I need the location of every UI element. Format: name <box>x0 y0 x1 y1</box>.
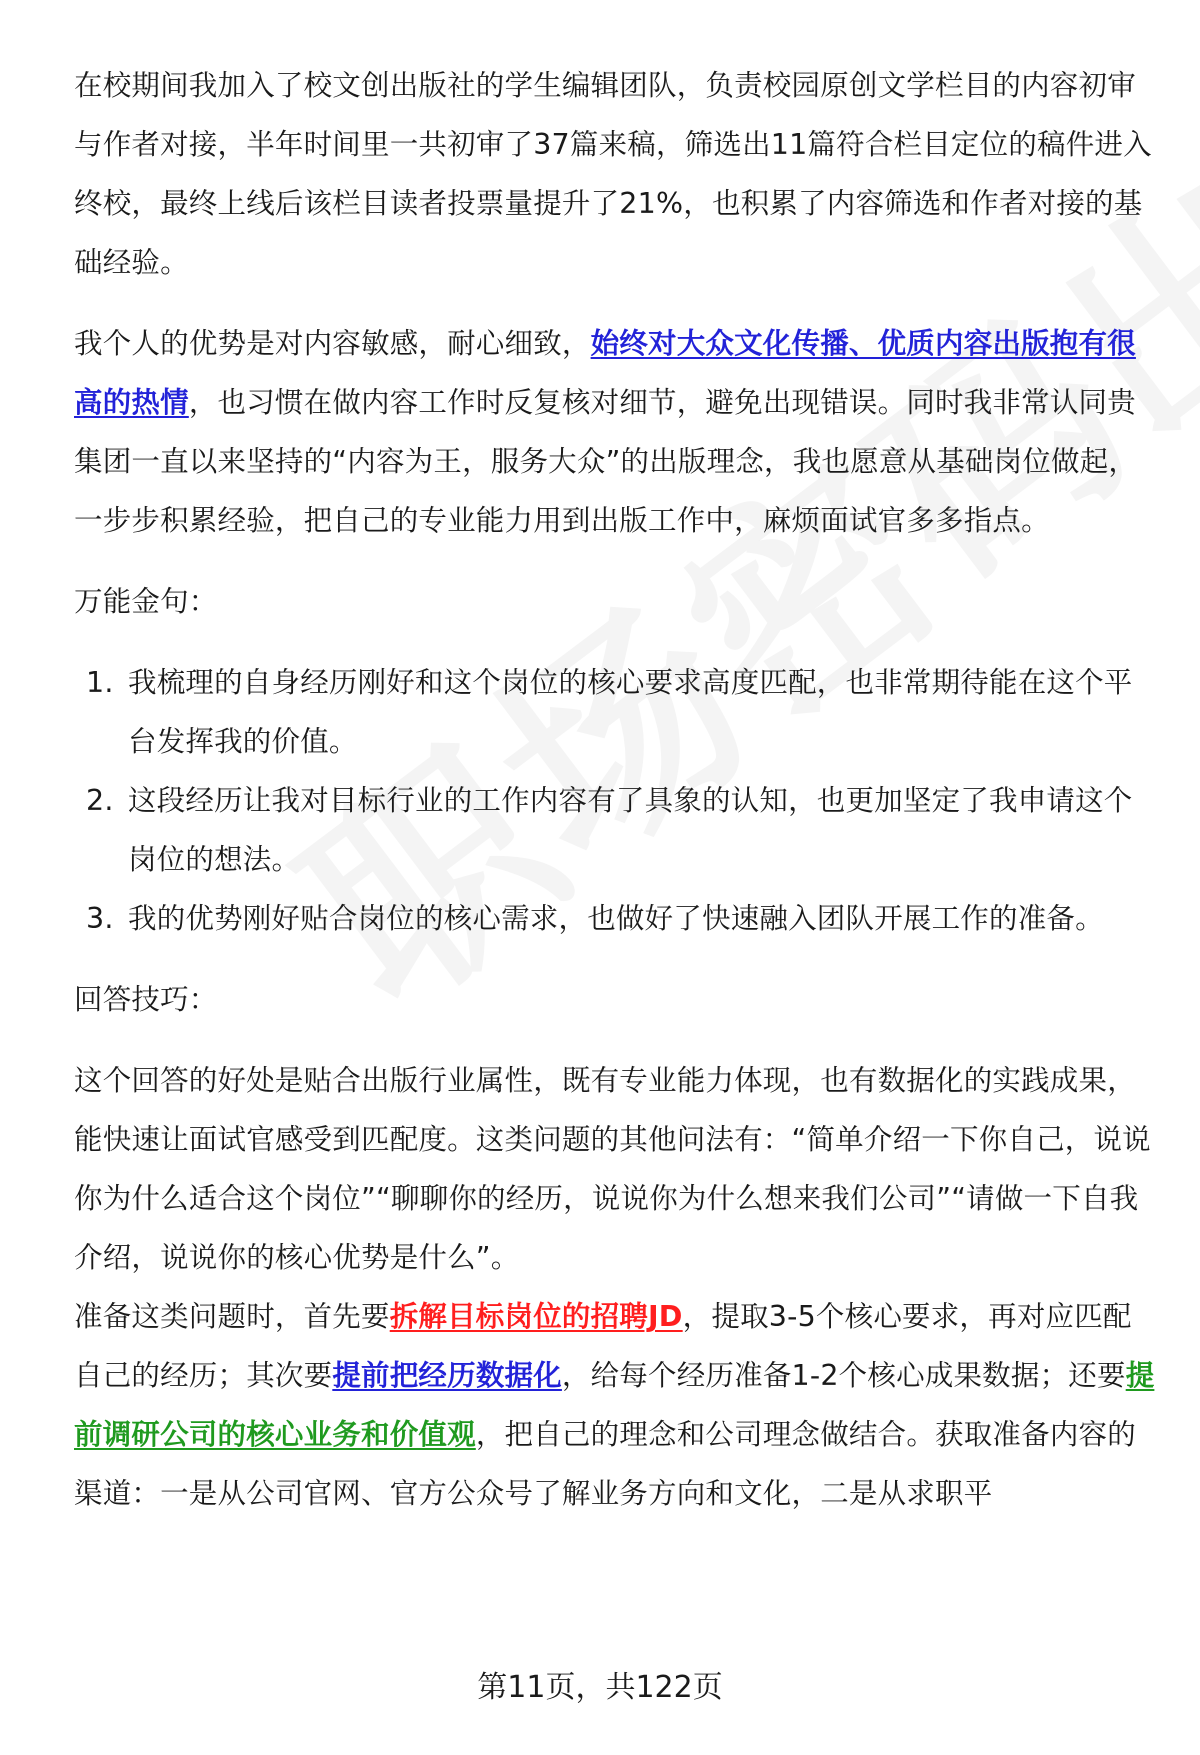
preparation-text-4: ，把自己的理念和公司理念做结合。获取准备内容的渠道：一是从公司官网、官方公众号了解业务方向和文化，二是从求职平 <box>74 1418 1136 1510</box>
list-item <box>74 653 1158 771</box>
golden-sentences-list <box>74 653 1158 948</box>
paragraph-experience: 在校期间我加入了校文创出版社的学生编辑团队，负责校园原创文学栏目的内容初审与作者对接，半年时间里一共初审了37篇来稿，筛选出11篇符合栏目定位的稿件进入终校，最终上线后该栏目读者投票量提升了21%，也积累了内容筛选和作者对接的基础经验。 <box>74 69 1152 279</box>
highlight-jd: 拆解目标岗位的招聘JD <box>389 1300 683 1333</box>
answer-tips-heading: 回答技巧： <box>74 983 218 1016</box>
list-item <box>74 771 1158 889</box>
list-item-text: 我的优势刚好贴合岗位的核心需求，也做好了快速融入团队开展工作的准备。 <box>128 902 1104 935</box>
paragraph-preparation <box>74 1287 1158 1523</box>
highlight-research: 提前调研公司的核心业务和价值观 <box>74 1359 1155 1451</box>
highlight-data: 提前把经历数据化 <box>332 1359 562 1392</box>
preparation-text-2: ，提取3-5个核心要求，再对应匹配自己的经历；其次要 <box>74 1300 1132 1392</box>
page-number-footer: 第11页，共122页 <box>477 1670 723 1705</box>
highlight-passion: 始终对大众文化传播、优质内容出版抱有很高的热情 <box>74 327 1136 419</box>
list-item-text: 这段经历让我对目标行业的工作内容有了具象的认知，也更加坚定了我申请这个岗位的想法。 <box>128 784 1133 876</box>
document-page <box>74 56 1158 1523</box>
list-number: 3. <box>86 902 114 935</box>
golden-sentences-heading: 万能金句： <box>74 585 218 618</box>
paragraph-strengths-text: 我个人的优势是对内容敏感，耐心细致， <box>74 327 591 360</box>
preparation-text-3: ，给每个经历准备1-2个核心成果数据；还要 <box>561 1359 1126 1392</box>
paragraph-strengths <box>74 314 1158 550</box>
preparation-text-1: 准备这类问题时，首先要 <box>74 1300 390 1333</box>
paragraph-benefits: 这个回答的好处是贴合出版行业属性，既有专业能力体现，也有数据化的实践成果，能快速让面试官感受到匹配度。这类问题的其他问法有：“简单介绍一下你自己，说说你为什么适合这个岗位”“聊聊你的经历，说说你为什么想来我们公司”“请做一下自我介绍，说说你的核心优势是什么”。 <box>74 1064 1151 1274</box>
list-item <box>74 889 1158 948</box>
list-item-text: 我梳理的自身经历刚好和这个岗位的核心要求高度匹配，也非常期待能在这个平台发挥我的价值。 <box>128 666 1133 758</box>
list-number: 2. <box>86 784 114 817</box>
list-number: 1. <box>86 666 114 699</box>
paragraph-strengths-text-2: ，也习惯在做内容工作时反复核对细节，避免出现错误。同时我非常认同贵集团一直以来坚持的“内容为王，服务大众”的出版理念，我也愿意从基础岗位做起，一步步积累经验，把自己的专业能力用到出版工作中，麻烦面试官多多指点。 <box>74 386 1138 537</box>
